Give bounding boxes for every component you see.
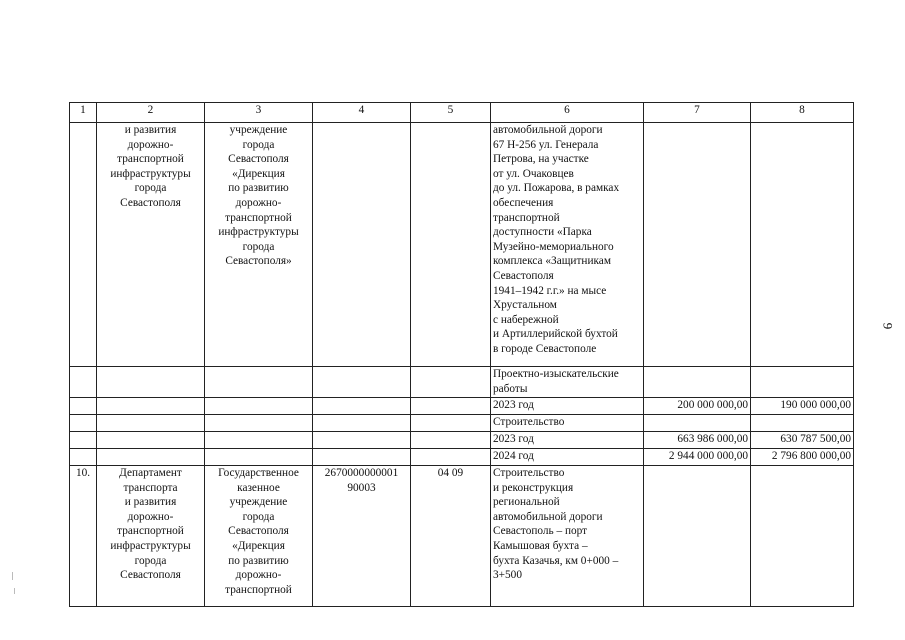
amount-cell: [644, 123, 751, 367]
institution-cell: учреждение города Севастополя «Дирекция по развитию дорожно- транспортной инфраструктуры города Севастополя»: [205, 123, 313, 367]
year-cell: 2023 год: [491, 398, 644, 415]
budget-table: [69, 102, 854, 607]
amount-cell: 663 986 000,00: [644, 432, 751, 449]
header-row: [70, 103, 854, 123]
page-number: 9: [880, 322, 896, 330]
object-cell: автомобильной дороги 67 Н-256 ул. Генерала Петрова, на участке от ул. Очаковцев до ул. Пожарова, в рамках обеспечения транспортной доступности «Парка Музейно-мемориального комплекса «Защитникам Севастополя 1941–1942 г.г.» на мысе Хрустальном с набережной и Артиллерийской бухтой в городе Севастополе: [491, 123, 644, 367]
table-row: [70, 367, 854, 398]
institution-cell: Государственное казенное учреждение города Севастополя «Дирекция по развитию дорожно- транспортной: [205, 466, 313, 607]
amount-cell: 190 000 000,00: [751, 398, 854, 415]
year-cell: 2023 год: [491, 432, 644, 449]
code-cell: 2670000000001 90003: [313, 466, 411, 607]
stage-label-survey: Проектно-изыскательские работы: [491, 367, 644, 398]
amount-cell: 630 787 500,00: [751, 432, 854, 449]
table-row: [70, 449, 854, 466]
amount-cell: [751, 466, 854, 607]
header-cell: 4: [313, 103, 411, 123]
amount-cell: 2 796 800 000,00: [751, 449, 854, 466]
amount-cell: [644, 466, 751, 607]
amount-cell: 2 944 000 000,00: [644, 449, 751, 466]
section-cell: 04 09: [411, 466, 491, 607]
code-cell: [313, 123, 411, 367]
header-cell: 8: [751, 103, 854, 123]
header-cell: 3: [205, 103, 313, 123]
table-row: [70, 415, 854, 432]
table-row: [70, 466, 854, 607]
section-cell: [411, 123, 491, 367]
amount-cell: [751, 123, 854, 367]
header-cell: 7: [644, 103, 751, 123]
year-cell: 2024 год: [491, 449, 644, 466]
table-row: [70, 432, 854, 449]
table-row: [70, 123, 854, 367]
scan-mark: [12, 572, 13, 580]
row-number-cell: [70, 123, 97, 367]
scan-mark: [14, 588, 15, 594]
header-cell: 1: [70, 103, 97, 123]
header-cell: 5: [411, 103, 491, 123]
customer-cell: Департамент транспорта и развития дорожно- транспортной инфраструктуры города Севастополя: [97, 466, 205, 607]
amount-cell: 200 000 000,00: [644, 398, 751, 415]
object-cell: Строительство и реконструкция региональной автомобильной дороги Севастополь – порт Камышовая бухта – бухта Казачья, км 0+000 – 3+500: [491, 466, 644, 607]
customer-cell: и развития дорожно- транспортной инфраструктуры города Севастополя: [97, 123, 205, 367]
stage-label-construction: Строительство: [491, 415, 644, 432]
table-row: [70, 398, 854, 415]
row-number-cell: 10.: [70, 466, 97, 607]
header-cell: 2: [97, 103, 205, 123]
header-cell: 6: [491, 103, 644, 123]
